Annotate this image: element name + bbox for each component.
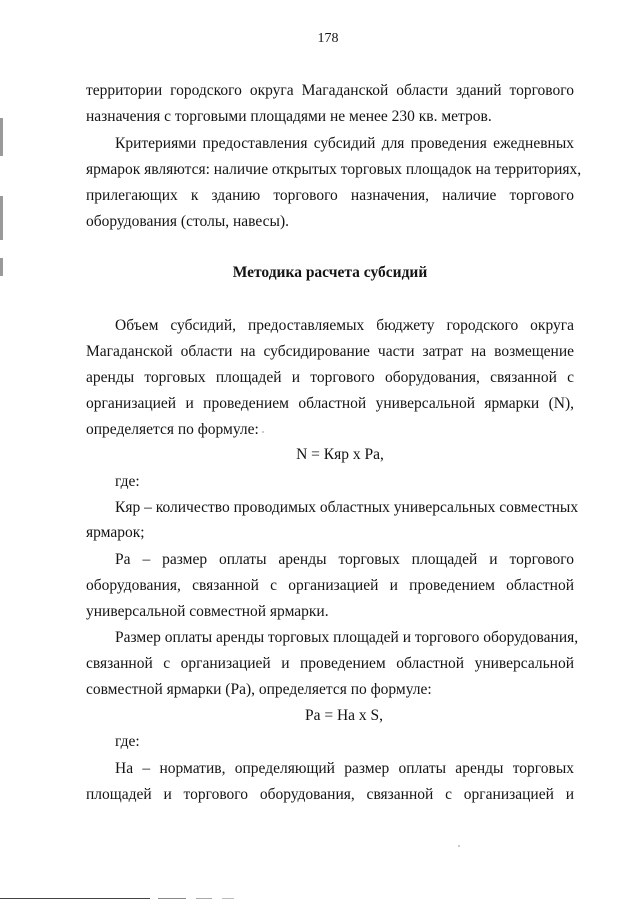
scan-margin-mark: [0, 196, 3, 240]
text-line: Магаданской области на субсидирование части затрат на возмещение: [86, 343, 574, 360]
scan-speck: [458, 845, 460, 847]
scan-bottom-edge: [158, 898, 186, 899]
text-line: Кяр – количество проводимых областных универсальных совместных: [115, 499, 579, 516]
text-line: прилегающих к зданию торгового назначения, наличие торгового: [86, 187, 574, 204]
text-line: где:: [115, 473, 140, 490]
text-line: совместной ярмарки (Ра), определяется по формуле:: [86, 681, 432, 698]
text-line: На – норматив, определяющий размер оплаты аренды торговых: [115, 760, 574, 777]
formula: Ра = На x S,: [304, 707, 384, 724]
text-line: ярмарок;: [86, 524, 145, 541]
text-line: связанной с организацией и проведением областной универсальной: [86, 655, 574, 672]
text-line: Размер оплаты аренды торговых площадей и торгового оборудования,: [115, 629, 579, 646]
text-line: Критериями предоставления субсидий для проведения ежедневных: [115, 135, 574, 152]
text-line: назначения с торговыми площадями не менее 230 кв. метров.: [86, 108, 492, 125]
section-heading: Методика расчета субсидий: [232, 264, 428, 281]
scan-bottom-edge: [222, 898, 234, 899]
text-line: аренды торговых площадей и торгового оборудования, связанной с: [86, 369, 574, 386]
text-line: оборудования (столы, навесы).: [86, 213, 289, 230]
scan-margin-mark: [0, 118, 3, 156]
text-line: оборудования, связанной с организацией и проведением областной: [86, 577, 574, 594]
scan-bottom-edge: [196, 898, 212, 899]
page-number: 178: [317, 31, 339, 46]
text-line: где:: [115, 733, 140, 750]
formula: N = Кяр x Ра,: [296, 446, 384, 463]
scan-bottom-edge: [0, 898, 150, 899]
text-line: территории городского округа Магаданской области зданий торгового: [86, 82, 574, 99]
text-line: Ра – размер оплаты аренды торговых площадей и торгового: [115, 551, 574, 568]
scan-speck: [262, 431, 264, 433]
text-line: определяется по формуле:: [86, 421, 259, 438]
text-line: организацией и проведением областной универсальной ярмарки (N),: [86, 395, 574, 412]
text-line: площадей и торгового оборудования, связанной с организацией и: [86, 786, 574, 803]
text-line: Объем субсидий, предоставляемых бюджету городского округа: [115, 317, 574, 334]
text-line: ярмарок являются: наличие открытых торговых площадок на территориях,: [86, 161, 582, 178]
scan-margin-mark: [0, 258, 3, 276]
text-line: универсальной совместной ярмарки.: [86, 603, 329, 620]
